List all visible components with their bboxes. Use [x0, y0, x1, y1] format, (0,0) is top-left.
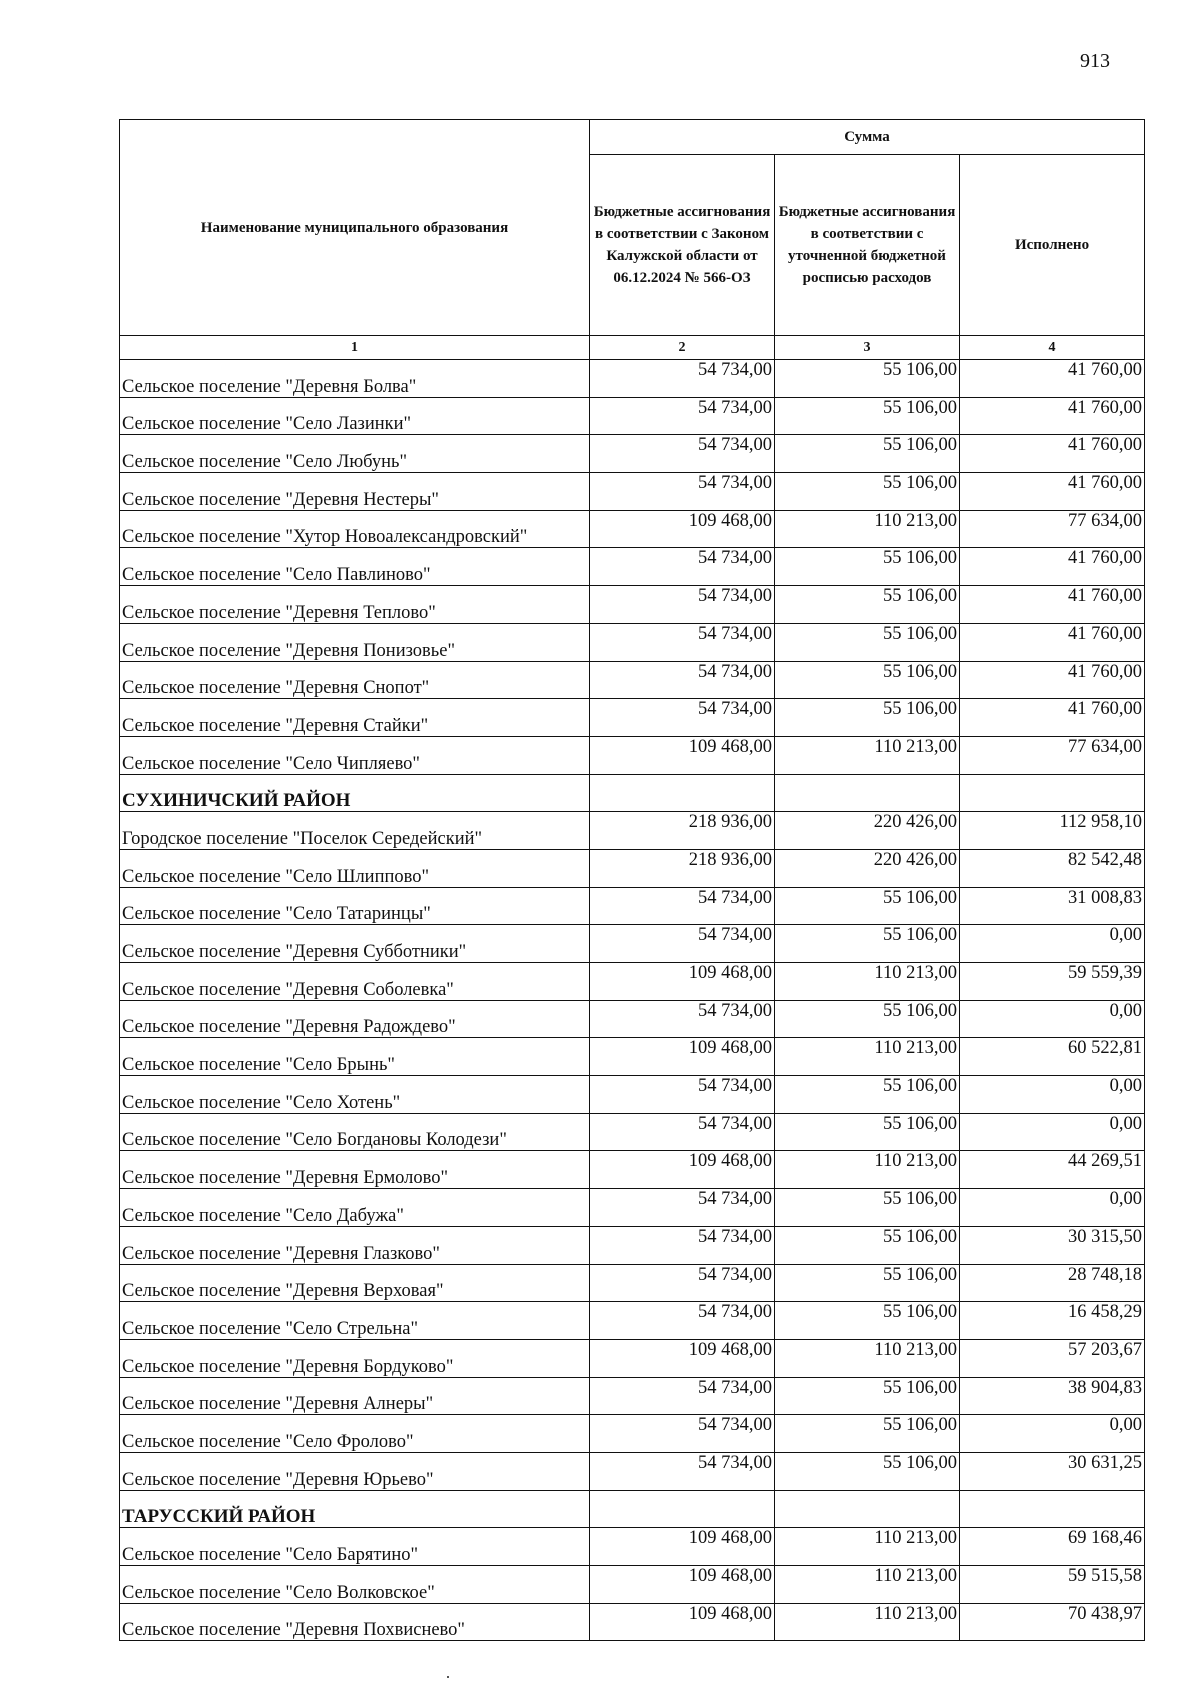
table-row — [120, 1189, 1145, 1227]
district-header-row — [120, 1490, 1145, 1528]
table-row — [120, 1339, 1145, 1377]
law-allocation-cell: 109 468,00 — [590, 736, 775, 774]
municipality-name-cell: Сельское поселение "Село Дабужа" — [120, 1189, 590, 1227]
table-row — [120, 1377, 1145, 1415]
table-row — [120, 548, 1145, 586]
table-row — [120, 1113, 1145, 1151]
executed-cell: 59 515,58 — [960, 1566, 1145, 1604]
column-header-name: Наименование муниципального образования — [120, 120, 590, 336]
table-row — [120, 887, 1145, 925]
law-allocation-cell: 109 468,00 — [590, 1339, 775, 1377]
table-row — [120, 699, 1145, 737]
table-row — [120, 849, 1145, 887]
column-number: 3 — [775, 336, 960, 360]
law-allocation-cell: 109 468,00 — [590, 1528, 775, 1566]
municipality-name-cell: Сельское поселение "Деревня Алнеры" — [120, 1377, 590, 1415]
scan-speck — [447, 1676, 449, 1678]
law-allocation-cell: 54 734,00 — [590, 548, 775, 586]
law-allocation-cell: 54 734,00 — [590, 1189, 775, 1227]
executed-cell: 0,00 — [960, 925, 1145, 963]
table-row — [120, 473, 1145, 511]
law-allocation-cell: 109 468,00 — [590, 1603, 775, 1641]
law-allocation-cell: 218 936,00 — [590, 849, 775, 887]
column-header-law-allocations: Бюджетные ассигнования в соответствии с Законом Калужской области от 06.12.2024 № 566-ОЗ — [590, 155, 775, 336]
refined-allocation-cell: 110 213,00 — [775, 736, 960, 774]
executed-cell: 0,00 — [960, 1000, 1145, 1038]
page-number: 913 — [1080, 50, 1110, 72]
executed-cell: 0,00 — [960, 1113, 1145, 1151]
executed-cell: 77 634,00 — [960, 736, 1145, 774]
column-number: 1 — [120, 336, 590, 360]
municipality-name-cell: Сельское поселение "Деревня Нестеры" — [120, 473, 590, 511]
table-row — [120, 1151, 1145, 1189]
law-allocation-cell: 54 734,00 — [590, 1113, 775, 1151]
municipality-name-cell: Сельское поселение "Село Стрельна" — [120, 1302, 590, 1340]
refined-allocation-cell — [775, 1490, 960, 1528]
municipality-name-cell: Сельское поселение "Деревня Теплово" — [120, 586, 590, 624]
table-row — [120, 1076, 1145, 1114]
executed-cell: 57 203,67 — [960, 1339, 1145, 1377]
municipality-name-cell: Сельское поселение "Деревня Юрьево" — [120, 1452, 590, 1490]
column-number: 4 — [960, 336, 1145, 360]
municipality-name-cell: Сельское поселение "Деревня Глазково" — [120, 1226, 590, 1264]
table-body — [120, 360, 1145, 1641]
municipality-name-cell: Сельское поселение "Село Фролово" — [120, 1415, 590, 1453]
municipality-name-cell: Сельское поселение "Село Любунь" — [120, 435, 590, 473]
table-row — [120, 510, 1145, 548]
table-row — [120, 661, 1145, 699]
executed-cell: 41 760,00 — [960, 699, 1145, 737]
executed-cell: 30 631,25 — [960, 1452, 1145, 1490]
executed-cell: 0,00 — [960, 1189, 1145, 1227]
executed-cell: 0,00 — [960, 1415, 1145, 1453]
municipality-name-cell: Сельское поселение "Деревня Верховая" — [120, 1264, 590, 1302]
executed-cell: 44 269,51 — [960, 1151, 1145, 1189]
refined-allocation-cell: 55 106,00 — [775, 1189, 960, 1227]
refined-allocation-cell: 110 213,00 — [775, 510, 960, 548]
municipality-name-cell: Сельское поселение "Деревня Болва" — [120, 360, 590, 398]
table-row — [120, 1264, 1145, 1302]
municipality-name-cell: Сельское поселение "Деревня Снопот" — [120, 661, 590, 699]
law-allocation-cell: 54 734,00 — [590, 1000, 775, 1038]
municipality-name-cell: Сельское поселение "Деревня Бордуково" — [120, 1339, 590, 1377]
executed-cell — [960, 1490, 1145, 1528]
refined-allocation-cell: 55 106,00 — [775, 1113, 960, 1151]
refined-allocation-cell: 55 106,00 — [775, 1076, 960, 1114]
law-allocation-cell: 54 734,00 — [590, 586, 775, 624]
law-allocation-cell: 54 734,00 — [590, 1415, 775, 1453]
refined-allocation-cell: 55 106,00 — [775, 397, 960, 435]
municipality-name-cell: Сельское поселение "Село Павлиново" — [120, 548, 590, 586]
law-allocation-cell: 54 734,00 — [590, 661, 775, 699]
table-row — [120, 1566, 1145, 1604]
budget-table — [119, 119, 1145, 1641]
executed-cell: 16 458,29 — [960, 1302, 1145, 1340]
refined-allocation-cell: 110 213,00 — [775, 1603, 960, 1641]
table-row — [120, 623, 1145, 661]
refined-allocation-cell: 55 106,00 — [775, 699, 960, 737]
executed-cell: 70 438,97 — [960, 1603, 1145, 1641]
table-row — [120, 736, 1145, 774]
table-row — [120, 586, 1145, 624]
executed-cell: 69 168,46 — [960, 1528, 1145, 1566]
table-row — [120, 1000, 1145, 1038]
law-allocation-cell: 109 468,00 — [590, 1151, 775, 1189]
refined-allocation-cell: 110 213,00 — [775, 1339, 960, 1377]
municipality-name-cell: Сельское поселение "Село Татаринцы" — [120, 887, 590, 925]
law-allocation-cell: 54 734,00 — [590, 887, 775, 925]
refined-allocation-cell: 110 213,00 — [775, 1566, 960, 1604]
law-allocation-cell: 54 734,00 — [590, 360, 775, 398]
law-allocation-cell — [590, 774, 775, 812]
table-row — [120, 1603, 1145, 1641]
table-row — [120, 1038, 1145, 1076]
column-number: 2 — [590, 336, 775, 360]
municipality-name-cell: Сельское поселение "Хутор Новоалександровский" — [120, 510, 590, 548]
law-allocation-cell — [590, 1490, 775, 1528]
executed-cell: 0,00 — [960, 1076, 1145, 1114]
refined-allocation-cell: 55 106,00 — [775, 1000, 960, 1038]
municipality-name-cell: Сельское поселение "Деревня Соболевка" — [120, 963, 590, 1001]
municipality-name-cell: Сельское поселение "Деревня Понизовье" — [120, 623, 590, 661]
law-allocation-cell: 54 734,00 — [590, 1264, 775, 1302]
law-allocation-cell: 54 734,00 — [590, 397, 775, 435]
refined-allocation-cell: 110 213,00 — [775, 963, 960, 1001]
law-allocation-cell: 109 468,00 — [590, 1038, 775, 1076]
refined-allocation-cell: 220 426,00 — [775, 849, 960, 887]
municipality-name-cell: Сельское поселение "Село Брынь" — [120, 1038, 590, 1076]
executed-cell: 59 559,39 — [960, 963, 1145, 1001]
refined-allocation-cell: 55 106,00 — [775, 925, 960, 963]
law-allocation-cell: 54 734,00 — [590, 473, 775, 511]
executed-cell: 41 760,00 — [960, 473, 1145, 511]
table-row — [120, 397, 1145, 435]
table-row — [120, 1226, 1145, 1264]
refined-allocation-cell: 55 106,00 — [775, 887, 960, 925]
law-allocation-cell: 54 734,00 — [590, 699, 775, 737]
table-row — [120, 812, 1145, 850]
law-allocation-cell: 54 734,00 — [590, 1377, 775, 1415]
municipality-name-cell: Сельское поселение "Село Волковское" — [120, 1566, 590, 1604]
executed-cell: 41 760,00 — [960, 360, 1145, 398]
municipality-name-cell: Сельское поселение "Деревня Стайки" — [120, 699, 590, 737]
executed-cell: 30 315,50 — [960, 1226, 1145, 1264]
municipality-name-cell: Сельское поселение "Село Барятино" — [120, 1528, 590, 1566]
refined-allocation-cell: 55 106,00 — [775, 473, 960, 511]
refined-allocation-cell: 220 426,00 — [775, 812, 960, 850]
executed-cell: 38 904,83 — [960, 1377, 1145, 1415]
municipality-name-cell: Городское поселение "Поселок Середейский" — [120, 812, 590, 850]
refined-allocation-cell: 55 106,00 — [775, 1302, 960, 1340]
municipality-name-cell: Сельское поселение "Село Лазинки" — [120, 397, 590, 435]
municipality-name-cell: Сельское поселение "Деревня Субботники" — [120, 925, 590, 963]
executed-cell: 31 008,83 — [960, 887, 1145, 925]
refined-allocation-cell: 55 106,00 — [775, 623, 960, 661]
refined-allocation-cell: 55 106,00 — [775, 360, 960, 398]
executed-cell: 28 748,18 — [960, 1264, 1145, 1302]
executed-cell: 41 760,00 — [960, 623, 1145, 661]
table-row — [120, 1302, 1145, 1340]
table-row — [120, 435, 1145, 473]
municipality-name-cell: ТАРУССКИЙ РАЙОН — [120, 1490, 590, 1528]
column-header-executed: Исполнено — [960, 155, 1145, 336]
law-allocation-cell: 218 936,00 — [590, 812, 775, 850]
table-row — [120, 925, 1145, 963]
executed-cell: 41 760,00 — [960, 397, 1145, 435]
refined-allocation-cell: 55 106,00 — [775, 586, 960, 624]
district-header-row — [120, 774, 1145, 812]
table-row — [120, 360, 1145, 398]
municipality-name-cell: Сельское поселение "Деревня Радождево" — [120, 1000, 590, 1038]
refined-allocation-cell: 55 106,00 — [775, 548, 960, 586]
table-row — [120, 963, 1145, 1001]
table-header — [120, 120, 1145, 360]
municipality-name-cell: Сельское поселение "Село Богдановы Колодези" — [120, 1113, 590, 1151]
executed-cell: 41 760,00 — [960, 435, 1145, 473]
refined-allocation-cell: 55 106,00 — [775, 1452, 960, 1490]
refined-allocation-cell: 55 106,00 — [775, 435, 960, 473]
law-allocation-cell: 109 468,00 — [590, 1566, 775, 1604]
law-allocation-cell: 109 468,00 — [590, 963, 775, 1001]
law-allocation-cell: 54 734,00 — [590, 435, 775, 473]
refined-allocation-cell: 110 213,00 — [775, 1038, 960, 1076]
municipality-name-cell: Сельское поселение "Деревня Похвиснево" — [120, 1603, 590, 1641]
law-allocation-cell: 54 734,00 — [590, 623, 775, 661]
refined-allocation-cell: 55 106,00 — [775, 1377, 960, 1415]
law-allocation-cell: 54 734,00 — [590, 1076, 775, 1114]
executed-cell — [960, 774, 1145, 812]
refined-allocation-cell: 55 106,00 — [775, 661, 960, 699]
refined-allocation-cell — [775, 774, 960, 812]
municipality-name-cell: Сельское поселение "Село Чипляево" — [120, 736, 590, 774]
municipality-name-cell: Сельское поселение "Село Хотень" — [120, 1076, 590, 1114]
refined-allocation-cell: 110 213,00 — [775, 1151, 960, 1189]
column-header-sum: Сумма — [590, 120, 1145, 155]
law-allocation-cell: 54 734,00 — [590, 1226, 775, 1264]
table-row — [120, 1528, 1145, 1566]
table-row — [120, 1415, 1145, 1453]
column-header-refined-allocations: Бюджетные ассигнования в соответствии с уточненной бюджетной росписью расходов — [775, 155, 960, 336]
executed-cell: 41 760,00 — [960, 548, 1145, 586]
table-row — [120, 1452, 1145, 1490]
refined-allocation-cell: 110 213,00 — [775, 1528, 960, 1566]
executed-cell: 112 958,10 — [960, 812, 1145, 850]
law-allocation-cell: 54 734,00 — [590, 1302, 775, 1340]
executed-cell: 41 760,00 — [960, 661, 1145, 699]
municipality-name-cell: Сельское поселение "Село Шлиппово" — [120, 849, 590, 887]
law-allocation-cell: 109 468,00 — [590, 510, 775, 548]
law-allocation-cell: 54 734,00 — [590, 925, 775, 963]
law-allocation-cell: 54 734,00 — [590, 1452, 775, 1490]
executed-cell: 82 542,48 — [960, 849, 1145, 887]
executed-cell: 60 522,81 — [960, 1038, 1145, 1076]
municipality-name-cell: СУХИНИЧСКИЙ РАЙОН — [120, 774, 590, 812]
refined-allocation-cell: 55 106,00 — [775, 1264, 960, 1302]
refined-allocation-cell: 55 106,00 — [775, 1226, 960, 1264]
executed-cell: 77 634,00 — [960, 510, 1145, 548]
refined-allocation-cell: 55 106,00 — [775, 1415, 960, 1453]
municipality-name-cell: Сельское поселение "Деревня Ермолово" — [120, 1151, 590, 1189]
executed-cell: 41 760,00 — [960, 586, 1145, 624]
